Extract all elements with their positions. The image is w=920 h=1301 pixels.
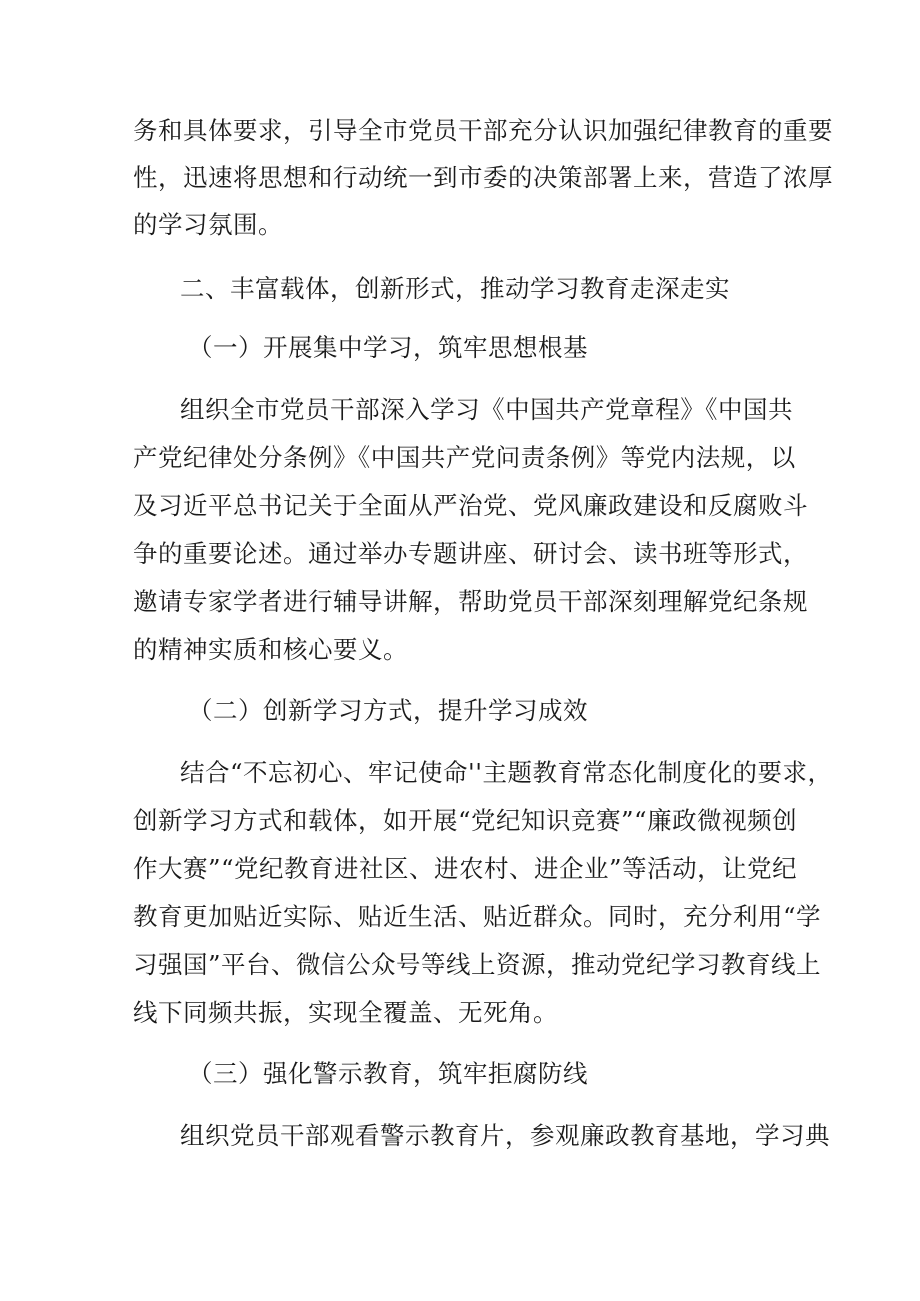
paragraph-line: 创新学习方式和载体，如开展“党纪知识竞赛”“廉政微视频创 bbox=[133, 806, 798, 835]
section-heading: 二、丰富载体，创新形式，推动学习教育走深走实 bbox=[180, 274, 730, 303]
paragraph-line: 的学习氛围。 bbox=[133, 210, 283, 239]
subsection-heading: （二）创新学习方式，提升学习成效 bbox=[188, 696, 588, 725]
paragraph-line: 邀请专家学者进行辅导讲解，帮助党员干部深刻理解党纪条规 bbox=[133, 587, 808, 616]
paragraph-line: 务和具体要求，引导全市党员干部充分认识加强纪律教育的重要 bbox=[133, 116, 833, 145]
paragraph-line: 产党纪律处分条例》《中国共产党问责条例》等党内法规，以 bbox=[133, 443, 796, 472]
subsection-heading: （三）强化警示教育，筑牢拒腐防线 bbox=[188, 1059, 588, 1088]
paragraph-line: 组织党员干部观看警示教育片，参观廉政教育基地，学习典 bbox=[180, 1121, 830, 1150]
paragraph-line: 习强国”平台、微信公众号等线上资源，推动党纪学习教育线上 bbox=[133, 950, 822, 979]
paragraph-line: 作大赛”“党纪教育进社区、进农村、进企业”等活动，让党纪 bbox=[133, 854, 798, 883]
paragraph-line: 线下同频共振，实现全覆盖、无死角。 bbox=[133, 998, 558, 1027]
paragraph-line: 的精神实质和核心要义。 bbox=[133, 635, 408, 664]
paragraph-line: 教育更加贴近实际、贴近生活、贴近群众。同时，充分利用“学 bbox=[133, 902, 822, 931]
paragraph-line: 结合“不忘初心、牢记使命''主题教育常态化制度化的要求， bbox=[180, 758, 833, 787]
paragraph-line: 组织全市党员干部深入学习《中国共产党章程》《中国共 bbox=[180, 395, 793, 424]
paragraph-line: 争的重要论述。通过举办专题讲座、研讨会、读书班等形式， bbox=[133, 539, 808, 568]
paragraph-line: 及习近平总书记关于全面从严治党、党风廉政建设和反腐败斗 bbox=[133, 491, 808, 520]
subsection-heading: （一）开展集中学习，筑牢思想根基 bbox=[188, 333, 588, 362]
paragraph-line: 性，迅速将思想和行动统一到市委的决策部署上来，营造了浓厚 bbox=[133, 163, 833, 192]
